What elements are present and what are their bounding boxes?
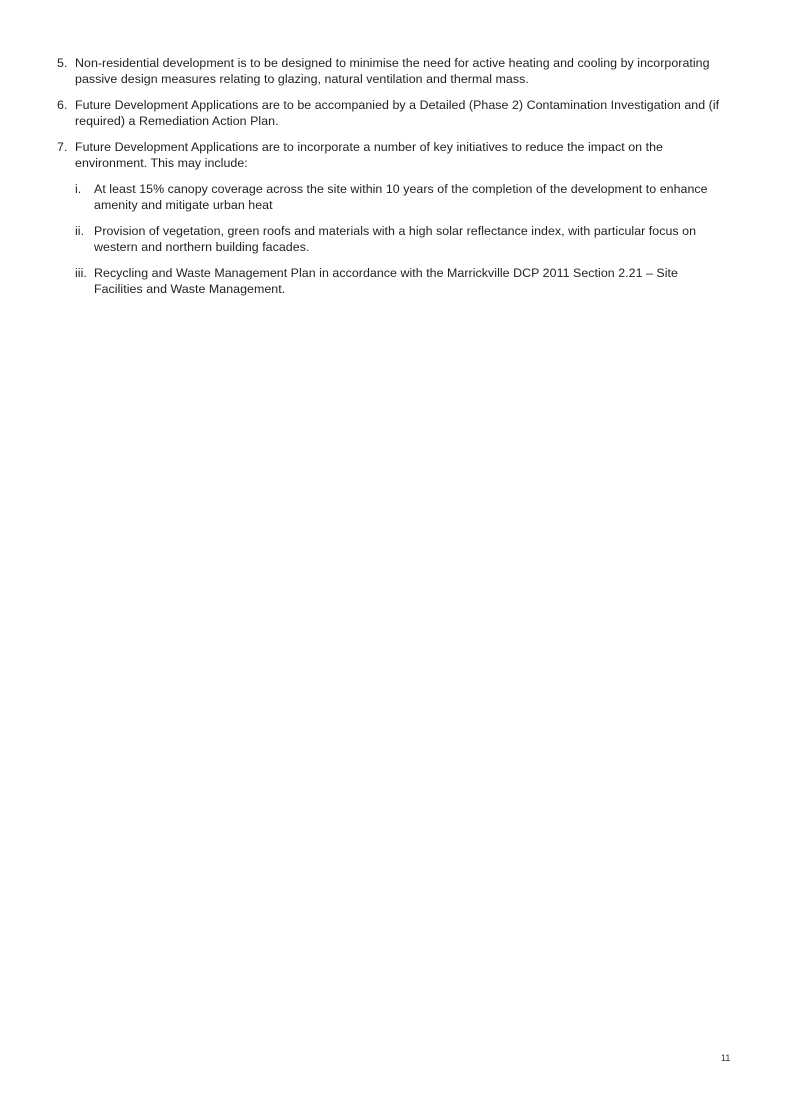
- sub-list-item-number: ii.: [75, 224, 85, 238]
- sub-list-item: [75, 265, 727, 297]
- list-item-number: 7.: [57, 140, 68, 154]
- list-item: [57, 97, 727, 129]
- sub-list-item-number: iii.: [75, 266, 87, 280]
- list-item-text: Non-residential development is to be designed to minimise the need for active heating and cooling by incorporating passive design measures relating to glazing, natural ventilation and thermal mass.: [75, 56, 710, 86]
- sub-list-item-text: Recycling and Waste Management Plan in accordance with the Marrickville DCP 2011 Section 2.21 – Site Facilities and Waste Management.: [94, 266, 678, 296]
- sub-list: [75, 181, 727, 297]
- sub-list-item-number: i.: [75, 182, 82, 196]
- list-item: [57, 139, 727, 297]
- list-item: [57, 55, 727, 87]
- sub-list-item: [75, 181, 727, 213]
- list-item-text: Future Development Applications are to be accompanied by a Detailed (Phase 2) Contamination Investigation and (if required) a Remediation Action Plan.: [75, 98, 720, 128]
- sub-list-item-text: Provision of vegetation, green roofs and materials with a high solar reflectance index, with particular focus on western and northern building facades.: [94, 224, 697, 254]
- page-number: 11: [721, 1053, 731, 1063]
- sub-list-item-text: At least 15% canopy coverage across the site within 10 years of the completion of the development to enhance amenity and mitigate urban heat: [94, 182, 708, 212]
- list-item-text: Future Development Applications are to incorporate a number of key initiatives to reduce the impact on the environment. This may include:: [75, 140, 663, 170]
- list-item-number: 6.: [57, 98, 68, 112]
- list-item-number: 5.: [57, 56, 68, 70]
- sub-list-item: [75, 223, 727, 255]
- numbered-list: [57, 55, 727, 307]
